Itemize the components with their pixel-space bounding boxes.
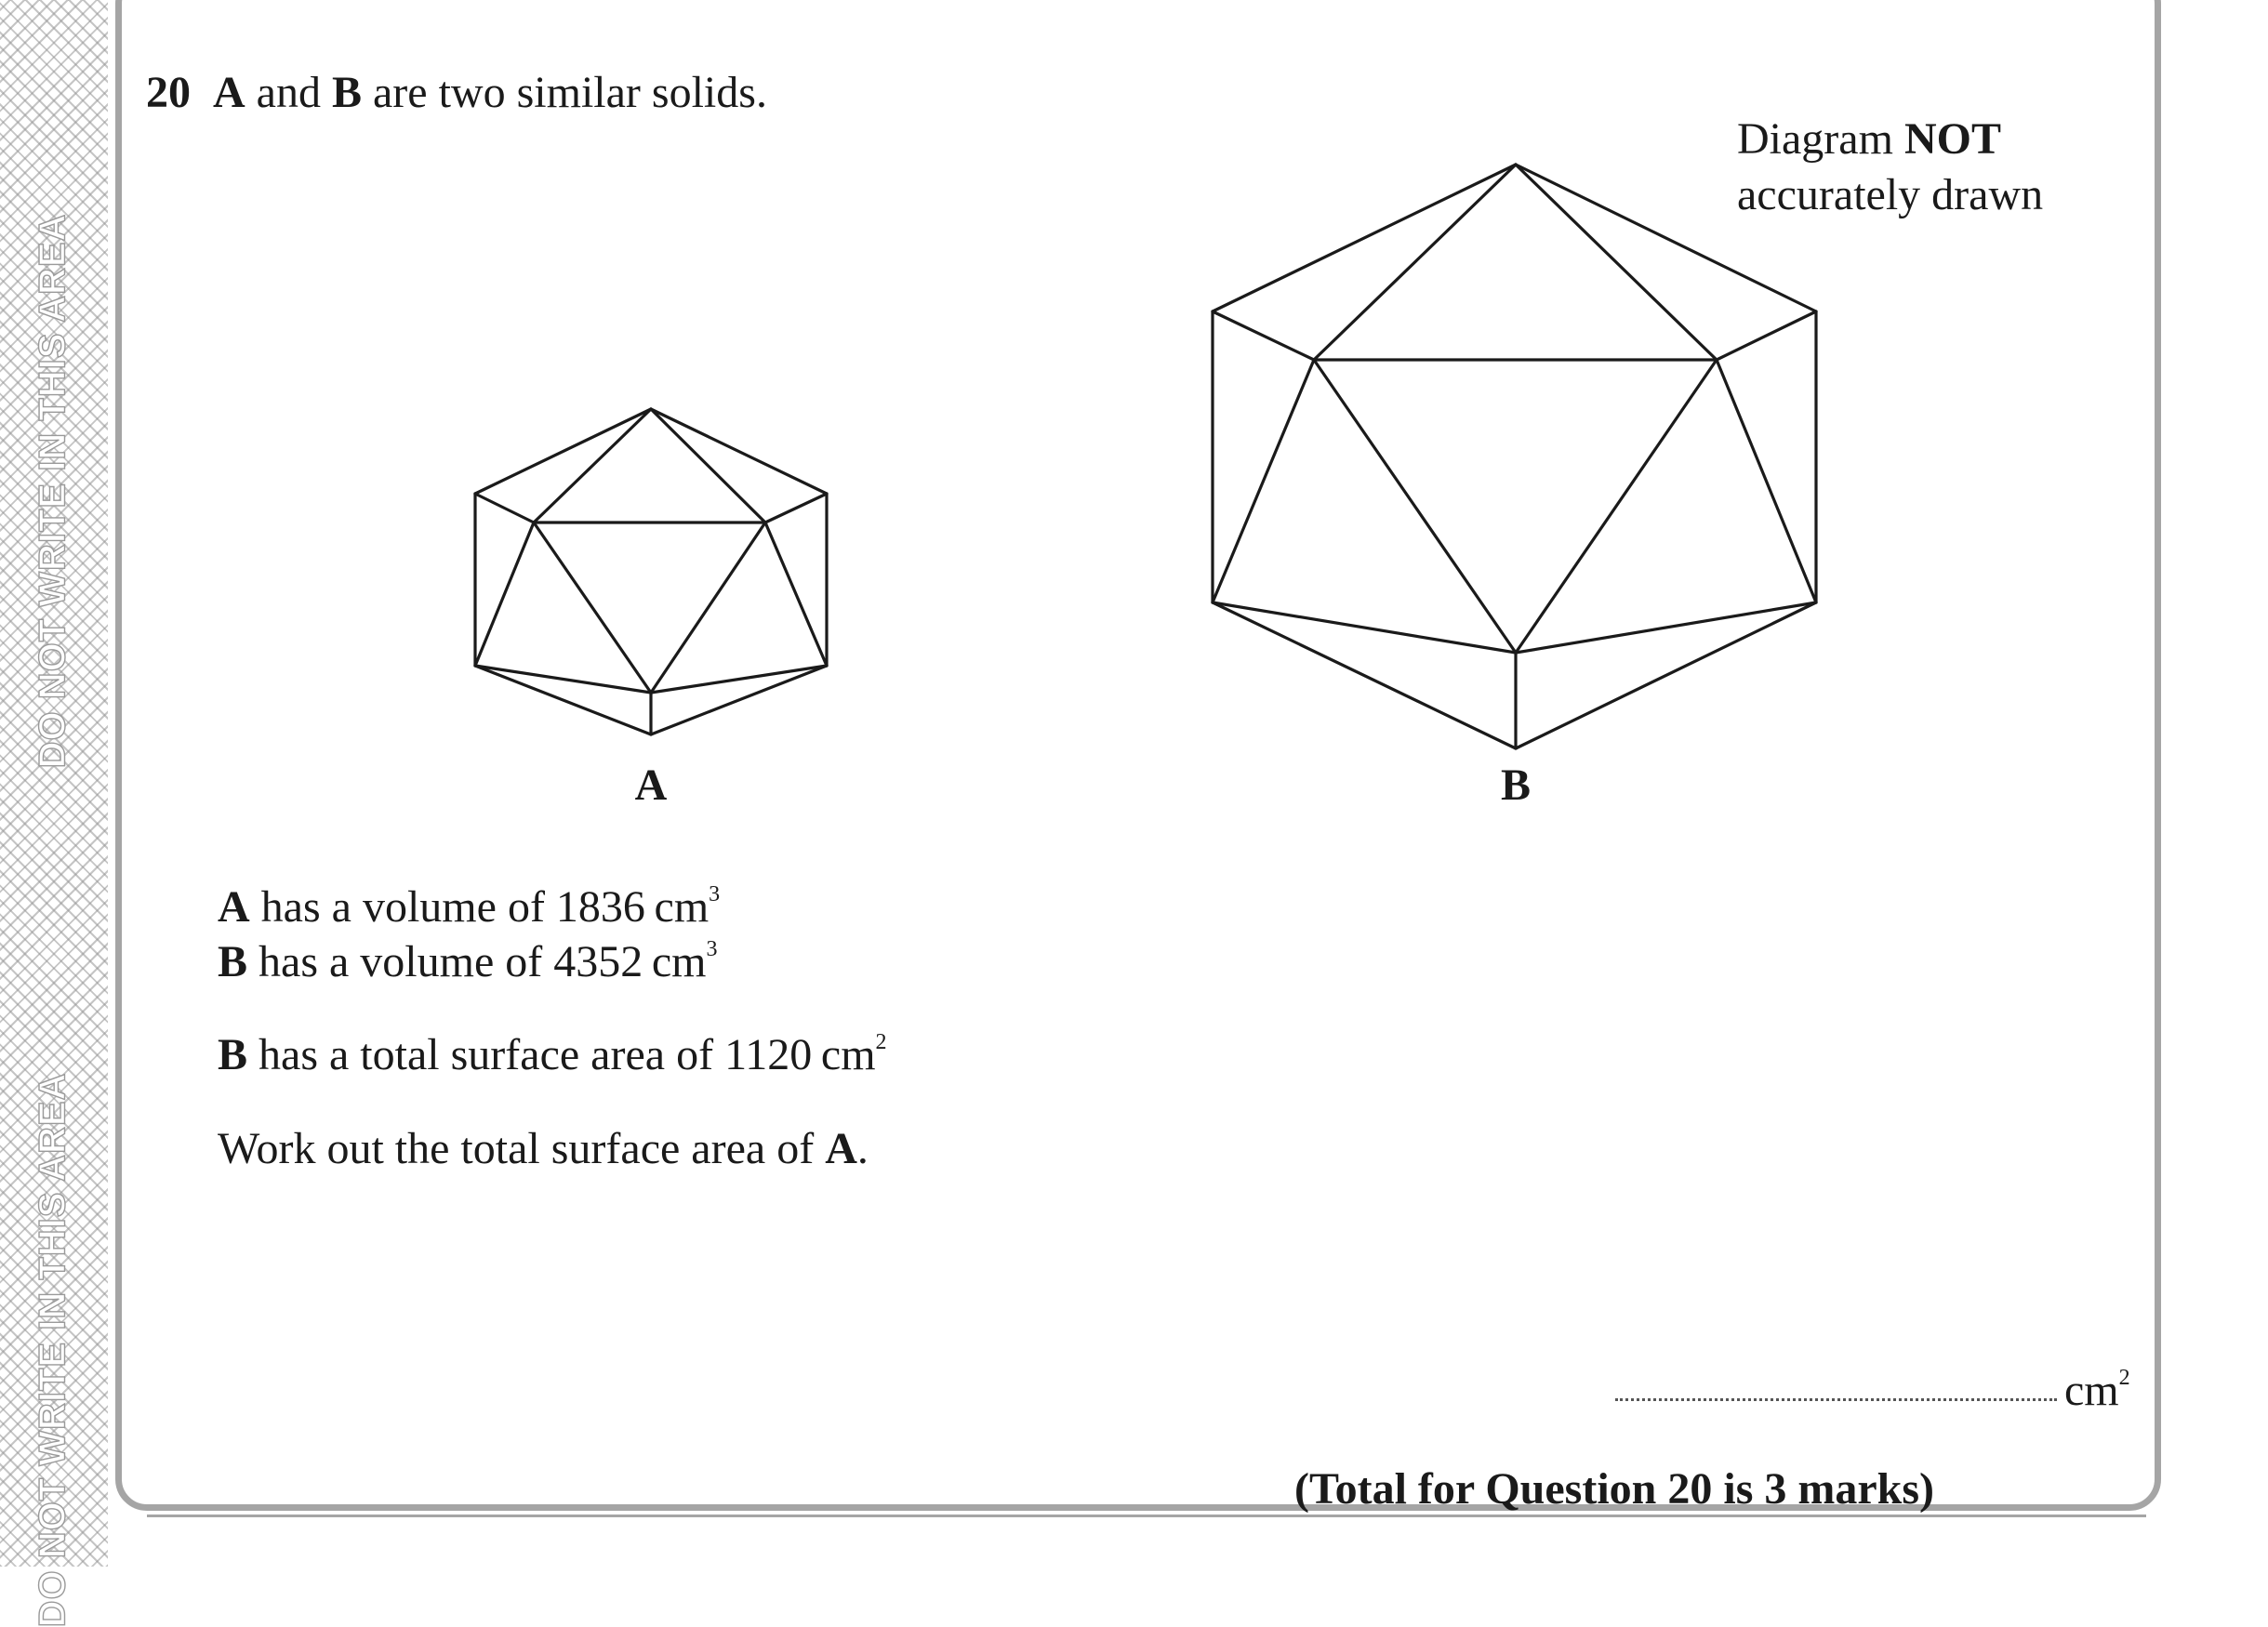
- solid-a-icosahedron: [475, 409, 827, 734]
- diagram-note-line2: accurately drawn: [1737, 170, 2044, 219]
- given-area-b: [218, 1030, 887, 1079]
- given-volume-a-solid: A: [218, 882, 250, 932]
- intro-solid-a: A: [213, 68, 245, 117]
- solid-b-label: B: [1500, 761, 1532, 810]
- given-area-b-text: has a total surface area of 1120 cm: [247, 1030, 876, 1079]
- intro-solid-b: B: [331, 68, 362, 117]
- task-instruction: [218, 1124, 869, 1173]
- given-volume-b: [218, 937, 718, 986]
- answer-unit-exp: 2: [2118, 1366, 2130, 1390]
- solid-b-icosahedron: [1213, 165, 1816, 748]
- diagram-note-plain: Diagram: [1737, 114, 1904, 164]
- given-volume-b-exp: 3: [706, 937, 718, 961]
- given-volume-b-text: has a volume of 4352 cm: [247, 937, 707, 986]
- given-area-b-solid: B: [218, 1030, 248, 1079]
- task-solid: A: [825, 1124, 857, 1173]
- margin-warning-top: DO NOT WRITE IN THIS AREA: [32, 213, 73, 769]
- task-text: Work out the total surface area of: [218, 1124, 826, 1173]
- answer-unit: [2064, 1366, 2130, 1415]
- intro-and: and: [245, 68, 332, 117]
- answer-line[interactable]: [1615, 1398, 2057, 1401]
- margin-warning-bottom: DO NOT WRITE IN THIS AREA: [32, 1072, 73, 1627]
- given-volume-a-exp: 3: [709, 882, 721, 906]
- given-area-b-exp: 2: [875, 1030, 887, 1054]
- given-volume-a-text: has a volume of 1836 cm: [249, 882, 710, 932]
- solid-a-label: A: [634, 761, 668, 810]
- total-marks: (Total for Question 20 is 3 marks): [1294, 1464, 1935, 1514]
- given-volume-a: [218, 882, 721, 932]
- question-number: 20: [146, 68, 191, 117]
- given-volume-b-solid: B: [218, 937, 248, 986]
- intro-rest: are two similar solids.: [362, 68, 767, 117]
- task-end: .: [856, 1124, 869, 1173]
- diagram-note-bold: NOT: [1903, 114, 2001, 164]
- answer-unit-text: cm: [2064, 1366, 2119, 1415]
